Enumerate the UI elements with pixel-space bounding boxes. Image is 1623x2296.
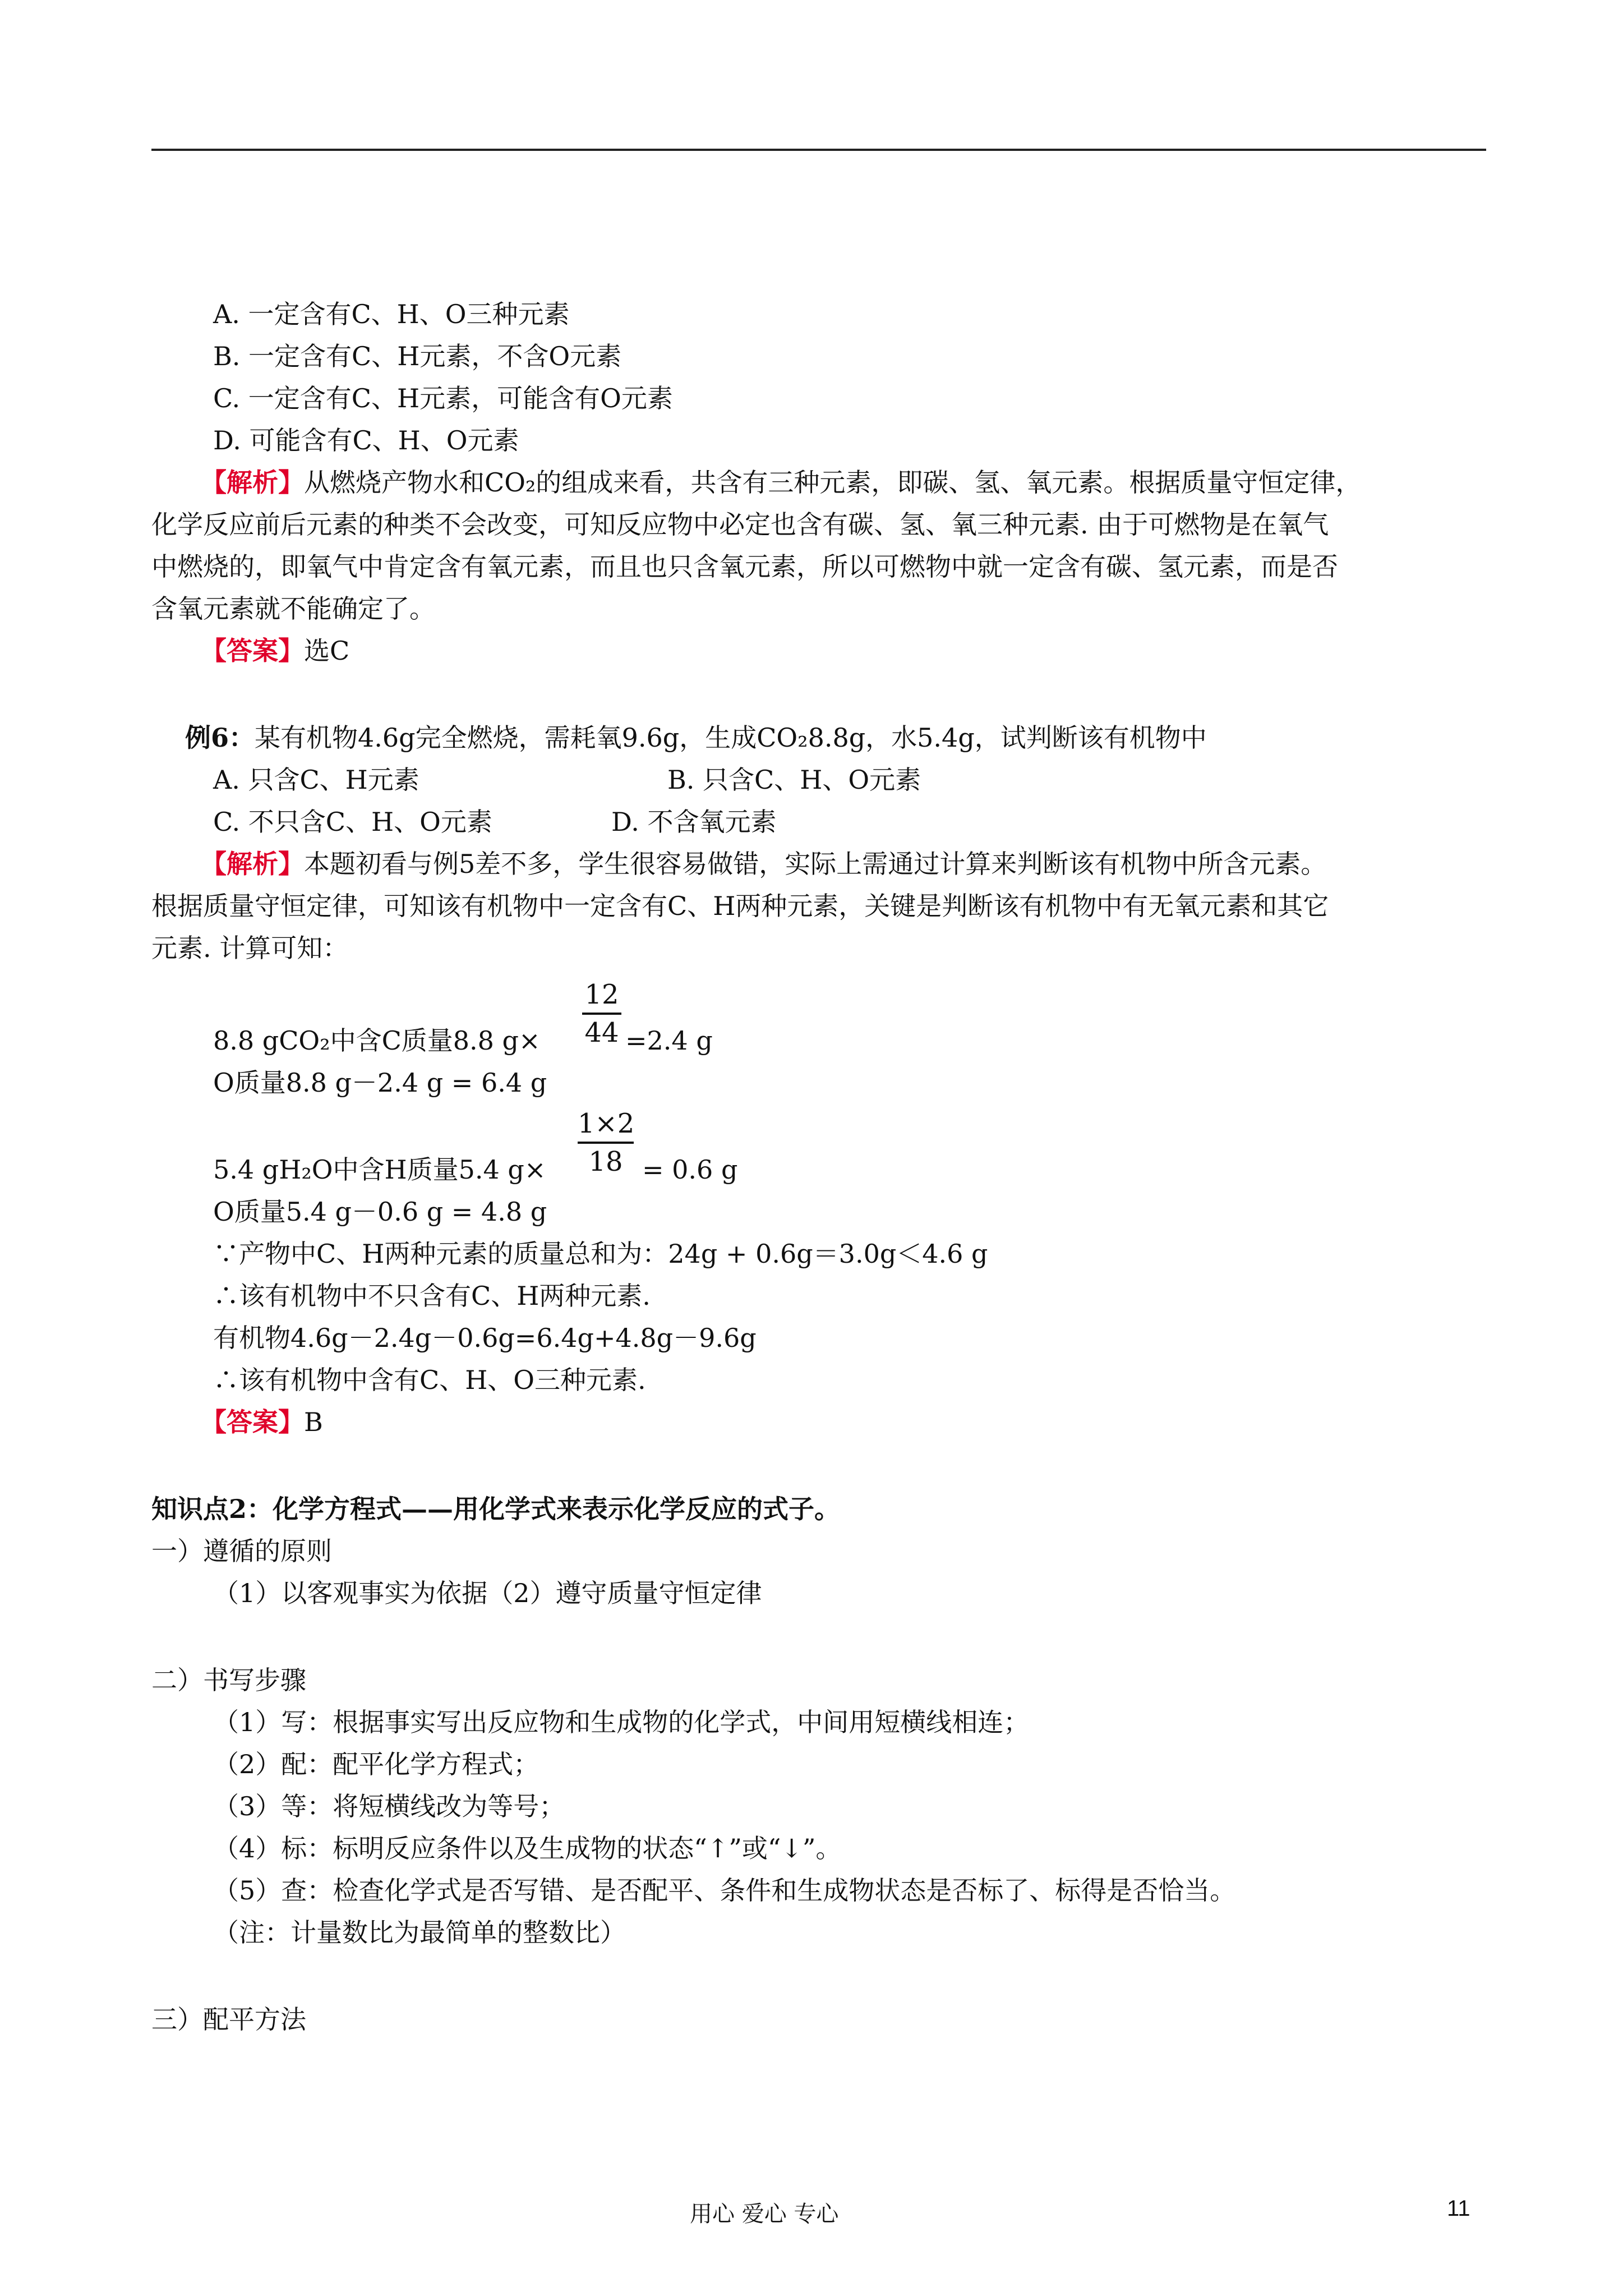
calc-line-2: O质量8.8 g－2.4 g = 6.4 g — [213, 1068, 547, 1098]
step-1: （1）写：根据事实写出反应物和生成物的化学式，中间用短横线相连； — [213, 1707, 1030, 1737]
answer-tag: 【答案】 — [201, 636, 304, 666]
section-3-title: 三）配平方法 — [151, 2004, 306, 2035]
calc-line-6: ∴该有机物中不只含有C、H两种元素. — [213, 1281, 651, 1311]
header-rule — [151, 149, 1486, 151]
step-3: （3）等：将短横线改为等号； — [213, 1791, 565, 1821]
analysis-tag: 【解析】 — [201, 467, 304, 498]
analysis-line-2: 化学反应前后元素的种类不会改变，可知反应物中必定也含有碳、氢、氧三种元素. 由于可燃物是在氧气 — [151, 509, 1329, 540]
analysis-line-1: 【解析】从燃烧产物水和CO₂的组成来看，共含有三种元素，即碳、氢、氧元素。根据质量守恒定律， — [201, 467, 1362, 498]
example-label: 例6： — [185, 723, 255, 753]
knowledge-point-heading: 知识点2：化学方程式——用化学式来表示化学反应的式子。 — [151, 1494, 841, 1524]
answer-line: 【答案】选C — [201, 636, 350, 666]
ex6-analysis-line-2: 根据质量守恒定律，可知该有机物中一定含有C、H两种元素，关键是判断该有机物中有无氧元素和其它 — [151, 891, 1329, 921]
ex6-option-d: D. 不含氧元素 — [611, 807, 777, 837]
calc-line-3: 5.4 gH₂O中含H质量5.4 g× — [213, 1154, 546, 1185]
calc-line-1-result: =2.4 g — [625, 1025, 713, 1056]
answer-tag: 【答案】 — [201, 1407, 304, 1437]
calc-line-4: O质量5.4 g－0.6 g = 4.8 g — [213, 1197, 547, 1227]
calc-line-8: ∴该有机物中含有C、H、O三种元素. — [213, 1365, 646, 1395]
option-c: C. 一定含有C、H元素，可能含有O元素 — [213, 383, 673, 413]
option-d: D. 可能含有C、H、O元素 — [213, 425, 519, 455]
option-a: A. 一定含有C、H、O三种元素 — [213, 299, 570, 329]
section-2-title: 二）书写步骤 — [151, 1665, 306, 1695]
ex6-option-a: A. 只含C、H元素 — [213, 765, 419, 795]
section-1-line: （1）以客观事实为依据（2）遵守质量守恒定律 — [213, 1578, 762, 1608]
step-2: （2）配：配平化学方程式； — [213, 1749, 540, 1779]
ex6-answer-line: 【答案】B — [201, 1407, 323, 1437]
calc-line-1: 8.8 gCO₂中含C质量8.8 g× — [213, 1025, 541, 1056]
example-6-stem: 例6：某有机物4.6g完全燃烧，需耗氧9.6g，生成CO₂8.8g，水5.4g，试判断该有机物中 — [185, 723, 1207, 753]
analysis-line-4: 含氧元素就不能确定了。 — [151, 593, 435, 624]
footer-motto: 用心 爱心 专心 — [690, 2201, 839, 2227]
step-note: （注：计量数比为最简单的整数比） — [213, 1917, 626, 1948]
fraction-1x2-18: 1×2 18 — [578, 1108, 635, 1177]
option-b: B. 一定含有C、H元素，不含O元素 — [213, 341, 622, 371]
ex6-analysis-line-1: 【解析】本题初看与例5差不多，学生很容易做错，实际上需通过计算来判断该有机物中所含元素。 — [201, 849, 1327, 879]
ex6-option-b: B. 只含C、H、O元素 — [667, 765, 921, 795]
ex6-option-c: C. 不只含C、H、O元素 — [213, 807, 492, 837]
analysis-tag: 【解析】 — [201, 849, 304, 879]
calc-line-7: 有机物4.6g－2.4g－0.6g=6.4g+4.8g－9.6g — [213, 1323, 757, 1353]
calc-line-3-result: = 0.6 g — [642, 1154, 738, 1185]
section-1-title: 一）遵循的原则 — [151, 1536, 332, 1566]
fraction-12-44: 12 44 — [582, 979, 621, 1048]
step-5: （5）查：检查化学式是否写错、是否配平、条件和生成物状态是否标了、标得是否恰当。 — [213, 1875, 1236, 1906]
analysis-line-3: 中燃烧的，即氧气中肯定含有氧元素，而且也只含氧元素，所以可燃物中就一定含有碳、氢元素，而是否 — [151, 551, 1338, 582]
calc-line-5: ∵产物中C、H两种元素的质量总和为：24g + 0.6g＝3.0g＜4.6 g — [213, 1239, 988, 1269]
ex6-analysis-line-3: 元素. 计算可知： — [151, 933, 349, 963]
page-number: 11 — [1447, 2196, 1470, 2221]
step-4: （4）标：标明反应条件以及生成物的状态“↑”或“↓”。 — [213, 1833, 842, 1864]
